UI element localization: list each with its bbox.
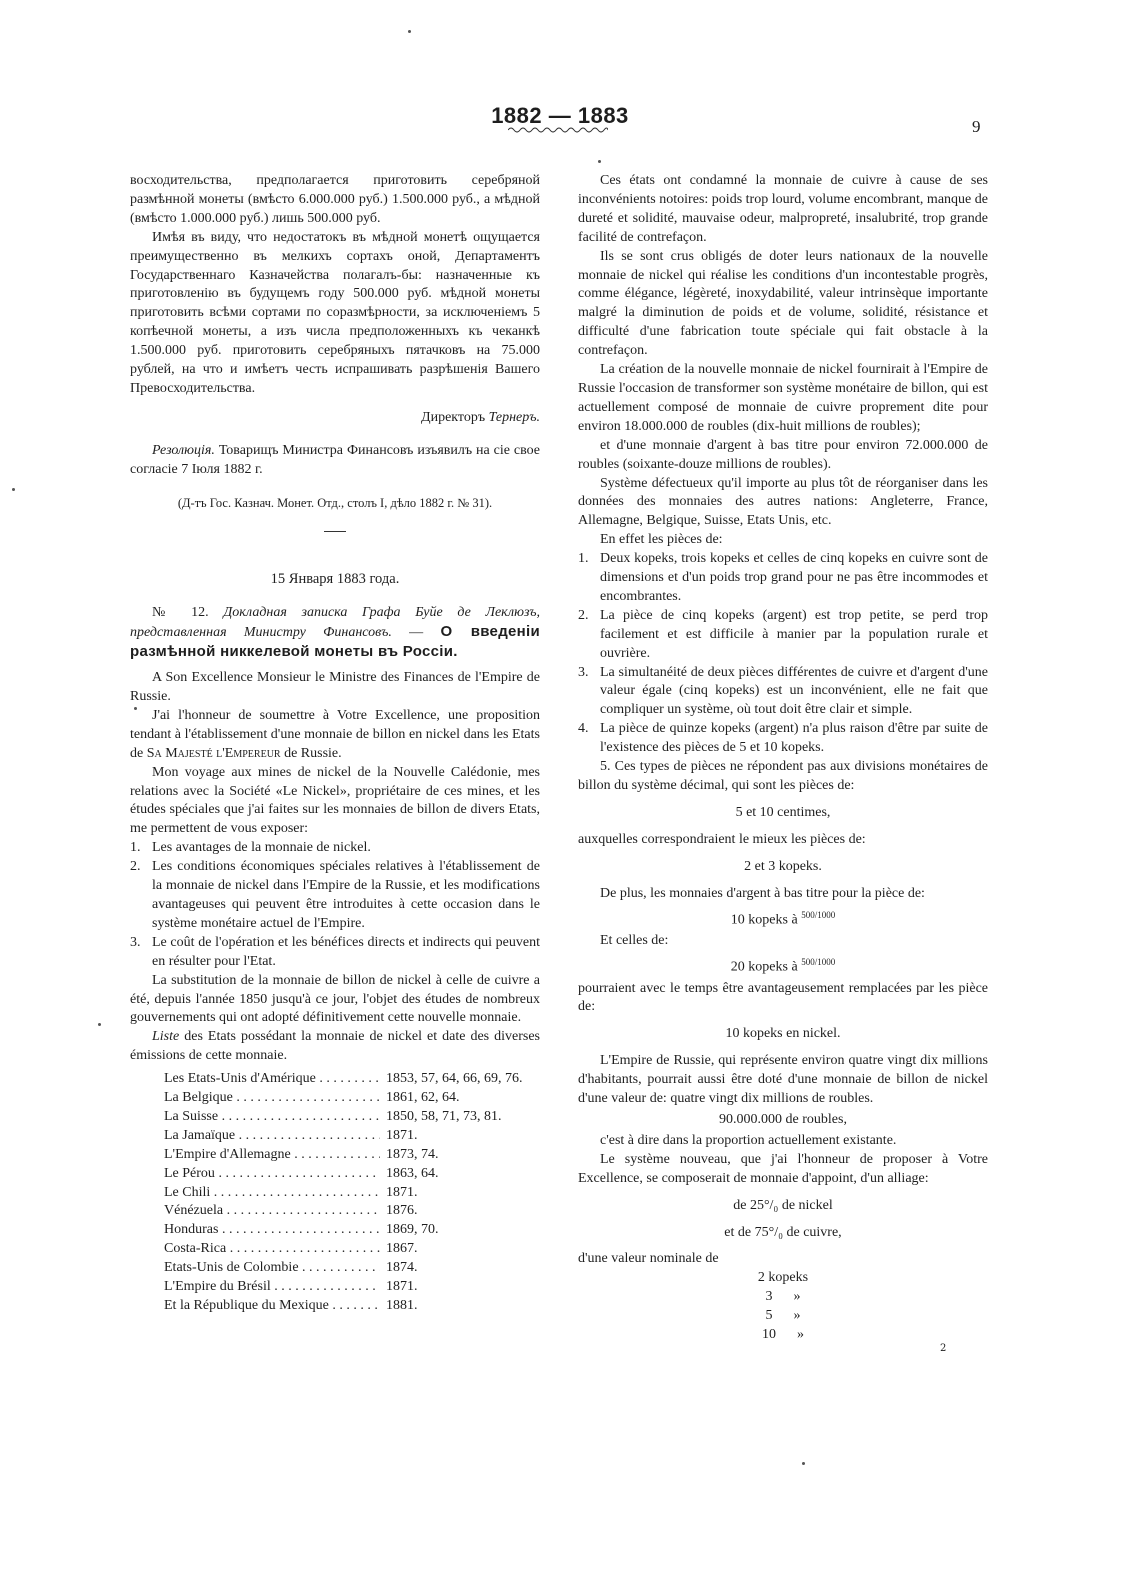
paragraph: восходительства, предполагается приготовить серебряной размѣнной монеты (вмѣсто 6.000.000 руб.) 1.500.000 руб., а мѣдной (вмѣсто 1.000.000 руб.) лишь 500.000 руб. — [130, 173, 540, 226]
state-years: 1850, 58, 71, 73, 81. — [386, 1108, 502, 1124]
state-years: 1874. — [386, 1260, 418, 1276]
list-number: 1. — [578, 551, 589, 567]
scan-speck — [598, 160, 601, 163]
table-row — [130, 1184, 540, 1203]
paragraph: La création de la nouvelle monnaie de nickel fournirait à l'Empire de Russie l'occasion de transformer son système monétaire de billon, qui est actuellement composé de monnaie de cuivre proprement dite pour environ 18.000.000 de roubles (dix-huit millions de roubles); — [578, 362, 988, 434]
paragraph: Et celles de: — [600, 933, 669, 949]
left-column — [130, 172, 540, 1316]
list-item — [578, 720, 988, 758]
state-name: Costa-Rica . . . — [130, 1240, 380, 1259]
coin-label: 20 kopeks à — [730, 959, 798, 975]
centered-line: 5 et 10 centimes, — [735, 804, 831, 820]
state-name: Vénézuela . . . — [130, 1202, 380, 1221]
paragraph: Mon voyage aux mines de nickel de la Nouvelle Calédonie, mes relations avec la Société «Le Nickel», propriétaire de ces mines, et les études spéciales que j'ai faites sur les monnaies de billon de divers Etats, me permettent de vous exposer: — [130, 764, 540, 837]
coin-10-kopeks — [578, 906, 988, 931]
list-item — [130, 858, 540, 934]
state-years: 1861, 62, 64. — [386, 1090, 460, 1106]
signature — [130, 409, 540, 428]
centered-line: 2 et 3 kopeks. — [744, 858, 822, 874]
text-run: de Russie. — [280, 745, 342, 761]
state-years: 1853, 57, 64, 66, 69, 76. — [386, 1071, 523, 1087]
table-row — [130, 1240, 540, 1259]
archive-source: (Д-тъ Гос. Казнач. Монет. Отд., столъ I, дѣло 1882 г. № 31). — [177, 495, 493, 510]
paragraph — [130, 707, 540, 764]
list-text: La simultanéité de deux pièces différentes de cuivre et d'argent d'une valeur égale (cinq kopeks) est un inconvénient, elle ne fait que compliquer un système, où tout doit être clair et simple. — [600, 664, 988, 718]
section-divider — [324, 531, 346, 532]
date-heading: 15 Января 1883 года. — [270, 570, 400, 587]
paragraph — [130, 1028, 540, 1066]
majesty-title: Sa Majesté l'Empereur — [146, 745, 281, 761]
state-years: 1867. — [386, 1241, 418, 1257]
coin-20-kopeks — [578, 953, 988, 978]
paragraph: c'est à dire dans la proportion actuellement existante. — [600, 1132, 897, 1148]
document-title-bold: О введеніи размѣнной никкелевой монеты въ Россіи. — [130, 623, 541, 661]
salutation: A Son Excellence Monsieur le Ministre des Finances de l'Empire de Russie. — [130, 670, 540, 705]
running-header-years: 1882 — 1883 — [491, 103, 629, 128]
table-row — [130, 1070, 540, 1089]
scan-speck — [134, 707, 137, 710]
list-item — [130, 839, 540, 858]
paragraph: Le système nouveau, que j'ai l'honneur de proposer à Votre Excellence, se composerait de monnaie d'appoint, d'un alliage: — [578, 1151, 988, 1186]
list-text: La pièce de cinq kopeks (argent) est trop petite, se perd trop facilement et est difficile à manier par la population rurale et ouvrière. — [600, 607, 988, 661]
state-name: Et la République du Mexique . . . — [130, 1297, 380, 1316]
list-text: Les avantages de la monnaie de nickel. — [152, 840, 371, 856]
text-run: J'ai l'honneur de soumettre à Votre Excellence, une proposition tendant à l'établissement d'une monnaie de billon en nickel dans les Etats de — [130, 707, 540, 761]
paragraph: auxquelles correspondraient le mieux les pièces de: — [578, 831, 866, 847]
paragraph: 5. Ces types de pièces ne répondent pas aux divisions monétaires de billon du système décimal, qui sont les pièces de: — [578, 759, 988, 793]
denomination: 5 » — [765, 1308, 801, 1324]
list-item — [130, 934, 540, 972]
footnote-mark: 2 — [940, 1343, 947, 1354]
centered-line: 90.000.000 de roubles, — [719, 1112, 847, 1127]
list-number: 3. — [130, 934, 141, 950]
states-table — [130, 1070, 540, 1316]
scan-speck — [98, 1023, 101, 1026]
paragraph: et d'une monnaie d'argent à bas titre pour environ 72.000.000 de roubles (soixante-douze millions de roubles). — [578, 437, 988, 472]
list-item — [578, 550, 988, 607]
paragraph: Ils se sont crus obligés de doter leurs nationaux de la nouvelle monnaie de nickel qui réalise les conditions d'un incontestable progrès, comme élégance, légèreté, inoxydabilité, valeur intrinsèque importante malgré la diminution de poids et de volume, solidité, résistance et difficulté d'une fabrication toute spéciale qui fait obstacle à la contrefaçon. — [578, 248, 988, 359]
paragraph: L'Empire de Russie, qui représente environ quatre vingt dix millions d'habitants, pourrait aussi être doté d'une monnaie de billon de nickel d'une valeur de: quatre vingt dix millions de roubles. — [578, 1053, 988, 1107]
paragraph: Système défectueux qu'il importe au plus tôt de réorganiser dans les données des monnaies des autres nations: Angleterre, France, Allemagne, Belgique, Suisse, Etats Unis, etc. — [578, 475, 988, 529]
state-years: 1869, 70. — [386, 1222, 439, 1238]
list-number: 2. — [130, 859, 141, 875]
table-row — [130, 1202, 540, 1221]
table-row — [130, 1089, 540, 1108]
state-name: Etats-Unis de Colombie . . . — [130, 1259, 380, 1278]
state-years: 1873, 74. — [386, 1146, 439, 1162]
paragraph: pourraient avec le temps être avantageusement remplacées par les pièce de: — [578, 980, 988, 1015]
liste-label: Liste — [152, 1029, 180, 1045]
scan-speck — [802, 1462, 805, 1465]
state-name: Honduras . . . — [130, 1221, 380, 1240]
signature-name: Тернеръ. — [488, 409, 540, 425]
signature-label: Директоръ — [421, 409, 486, 425]
state-years: 1881. — [386, 1297, 418, 1313]
paragraph: En effet les pièces de: — [600, 532, 723, 548]
right-column — [578, 172, 988, 1345]
coin-label: 10 kopeks à — [730, 912, 798, 928]
state-years: 1876. — [386, 1203, 418, 1219]
list-item — [578, 607, 988, 664]
state-name: L'Empire d'Allemagne . . . — [130, 1146, 380, 1165]
table-row — [130, 1146, 540, 1165]
document-title-italic: Докладная записка Графа Буйе де Леклюзъ, представленная Министру Финансовъ. — [130, 605, 541, 641]
centered-line: 10 kopeks en nickel. — [725, 1026, 841, 1042]
table-row — [130, 1108, 540, 1127]
denomination: 3 » — [765, 1289, 801, 1305]
fineness: 500/1000 — [801, 957, 836, 967]
state-years: 1863, 64. — [386, 1165, 439, 1181]
state-years: 1871. — [386, 1184, 418, 1200]
state-name: Le Pérou . . . — [130, 1165, 380, 1184]
paragraph: Имѣя въ виду, что недостатокъ въ мѣдной монетѣ ощущается преимущественно въ мелкихъ сортахъ оной, Департаментъ Государственнаго Казначейства полагалъ-бы: назначенные къ приготовленію въ будущемъ году 500.000 руб. мѣдной монеты приготовить всѣми сортами по соразмѣрности, за исключеніемъ 5 копѣечной монеты, а изъ числа предположенныхъ къ чеканкѣ 1.500.000 руб. приготовить серебряныхъ пятачковъ на 75.000 рублей, на что и имѣетъ честь испрашивать разрѣшенія Вашего Превосходительства. — [130, 229, 540, 396]
paragraph: De plus, les monnaies d'argent à bas titre pour la pièce de: — [600, 885, 925, 901]
list-text: Les conditions économiques spéciales relatives à l'établissement de la monnaie de nickel dans l'Empire de la Russie, et les modifications avantageuses qui peuvent être introduites à cette occasion dans le système monétaire actuel de l'Empire. — [152, 859, 540, 931]
state-years: 1871. — [386, 1127, 418, 1143]
fineness: 500/1000 — [801, 909, 836, 920]
resolution — [130, 442, 540, 480]
resolution-text: Товарищъ Министра Финансовъ изъявилъ на сіе свое согласіе 7 Іюля 1882 г. — [130, 442, 541, 477]
list-number: 1. — [130, 840, 141, 856]
list-item — [578, 664, 988, 721]
numbered-list — [578, 550, 988, 758]
scan-speck — [12, 488, 15, 491]
table-row — [130, 1278, 540, 1297]
resolution-label: Резолюція. — [152, 442, 215, 458]
list-text: La pièce de quinze kopeks (argent) n'a plus raison d'être par suite de l'existence des pièces de 5 et 10 kopeks. — [600, 721, 988, 756]
table-row — [130, 1127, 540, 1146]
header-ornament-wave — [508, 126, 608, 134]
alloy-line: de 25°/₀ de nickel — [733, 1197, 833, 1213]
state-name: L'Empire du Brésil . . . — [130, 1278, 380, 1297]
numbered-list — [130, 839, 540, 971]
document-number: № 12. — [152, 605, 209, 621]
title-dash: — — [391, 625, 441, 641]
document-heading — [130, 604, 540, 663]
state-name: La Suisse . . . — [130, 1108, 380, 1127]
list-number: 2. — [578, 607, 589, 623]
alloy-line: et de 75°/₀ de cuivre, — [724, 1224, 842, 1240]
list-text: Deux kopeks, trois kopeks et celles de cinq kopeks en cuivre sont de dimensions et d'un poids trop grand pour ne pas être incommodes et encombrantes. — [600, 551, 988, 604]
state-name: La Jamaïque . . . — [130, 1127, 380, 1146]
state-years: 1871. — [386, 1278, 418, 1294]
denomination: 10 » — [762, 1327, 804, 1343]
table-row — [130, 1165, 540, 1184]
list-number: 3. — [578, 664, 589, 680]
table-row — [130, 1259, 540, 1278]
state-name: Le Chili . . . — [130, 1184, 380, 1203]
list-text: Le coût de l'opération et les bénéfices directs et indirects qui peuvent en résulter pour l'Etat. — [152, 934, 540, 969]
scan-speck — [408, 30, 411, 33]
text-run: des Etats possédant la monnaie de nickel et date des diverses émissions de cette monnaie. — [130, 1029, 540, 1064]
paragraph: d'une valeur nominale de — [578, 1251, 719, 1267]
table-row — [130, 1221, 540, 1240]
paragraph: La substitution de la monnaie de billon de nickel à celle de cuivre a été, depuis l'année 1850 jusqu'à ce jour, l'objet des études de nombreux gouvernements qui ont adopté définitivement cette nouvelle monnaie. — [130, 972, 540, 1026]
list-number: 4. — [578, 721, 589, 737]
page-number: 9 — [972, 117, 981, 136]
state-name: Les Etats-Unis d'Amérique . . . — [130, 1070, 380, 1089]
table-row — [130, 1297, 540, 1316]
paragraph: Ces états ont condamné la monnaie de cuivre à cause de ses inconvénients notoires: poids trop lourd, volume encombrant, manque de dureté et solidité, mauvaise odeur, malpropreté, insalubrité, trop grande facilité de contrefaçon. — [578, 173, 988, 245]
state-name: La Belgique . . . — [130, 1089, 380, 1108]
denomination: 2 kopeks — [757, 1270, 809, 1286]
